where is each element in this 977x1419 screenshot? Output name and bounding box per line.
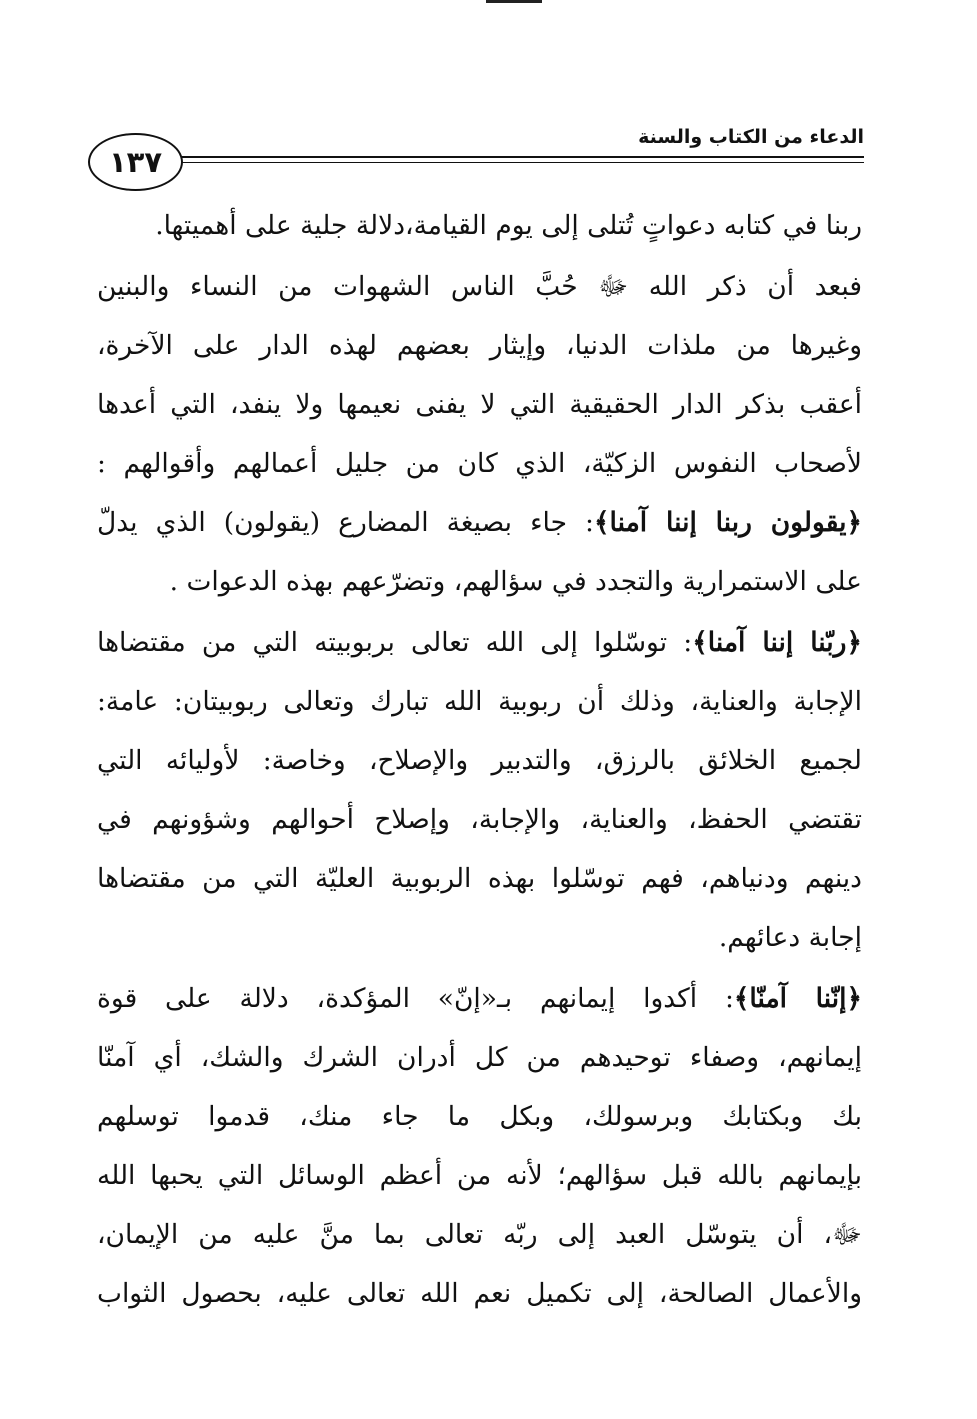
line-text: لجميع الخلائق بالرزق، والتدبير والإصلاح، وخاصة: لأوليائه التي (97, 745, 862, 776)
text-line (97, 1028, 862, 1087)
line-text: : أكدوا إيمانهم بـ«إنّ» المؤكدة، دلالة على قوة (97, 983, 734, 1014)
line-text: والأعمال الصالحة، إلى تكميل نعم الله تعالى عليه، بحصول الثواب (97, 1278, 862, 1309)
page-number-oval (88, 133, 183, 191)
text-line (97, 1146, 862, 1205)
line-text: لأصحاب النفوس الزكيّة، الذي كان من جليل أعمالهم وأقوالهم : (97, 448, 862, 479)
line-text: وغيرها من ملذات الدنيا، وإيثار بعضهم لهذه الدار على الآخرة، (97, 330, 862, 361)
line-text: بك وبكتابك وبرسولك، وبكل ما جاء منك، قدموا توسلهم (97, 1101, 862, 1132)
line-text: إجابة دعائهم. (718, 922, 862, 953)
line-text: على الاستمرارية والتجدد في سؤالهم، وتضرّعهم بهذه الدعوات . (169, 566, 862, 597)
top-edge-mark (486, 0, 542, 3)
line-text: : جاء بصيغة المضارع (يقولون) الذي يدلّ (97, 507, 594, 538)
line-text: ﷻ، أن يتوسّل العبد إلى ربّه تعالى بما منَّ عليه من الإيمان، (97, 1219, 862, 1250)
line-text: فبعد أن ذكر الله ﷻ حُبَّ الناس الشهوات من النساء والبنين (97, 271, 862, 302)
text-line (97, 1087, 862, 1146)
header-rule (182, 156, 864, 158)
line-text: تقتضي الحفظ، والعناية، والإجابة، وإصلاح أحوالهم وشؤونهم في (97, 804, 862, 835)
page-number: ١٣٧ (108, 145, 163, 179)
line-text: الإجابة والعناية، وذلك أن ربوبية الله تبارك وتعالى ربوبيتان: عامة: (97, 686, 862, 717)
text-line (97, 908, 862, 967)
running-title: الدعاء من الكتاب والسنة (638, 126, 864, 148)
verse-quote: ﴿ربّنا إننا آمنا﴾ (692, 627, 862, 658)
text-line (97, 552, 862, 611)
text-line (97, 672, 862, 731)
text-line (97, 1205, 862, 1264)
line-text: إيمانهم، وصفاء توحيدهم من كل أدران الشرك والشك، أي آمنّا (97, 1042, 862, 1073)
running-header (88, 126, 864, 196)
body-text (97, 196, 862, 1323)
text-line (97, 1264, 862, 1323)
text-line (97, 790, 862, 849)
text-line (97, 257, 862, 316)
text-line (97, 434, 862, 493)
text-line (97, 969, 862, 1028)
text-line (97, 849, 862, 908)
line-text: دينهم ودنياهم، فهم توسّلوا بهذه الربوبية العليّة التي من مقتضاها (97, 863, 862, 894)
text-line (97, 731, 862, 790)
text-line (97, 375, 862, 434)
line-text: : توسّلوا إلى الله تعالى بربوبيته التي من مقتضاها (97, 627, 693, 658)
line-text: ربنا في كتابه دعواتٍ تُتلى إلى يوم القيامة،دلالة جلية على أهميتها. (155, 210, 862, 241)
verse-quote: ﴿يقولون ربنا إننا آمنا﴾ (593, 507, 862, 538)
text-line (97, 316, 862, 375)
text-line (97, 493, 862, 552)
text-line (97, 613, 862, 672)
verse-quote: ﴿إنّنا آمنّا﴾ (733, 983, 862, 1014)
line-text: بإيمانهم بالله قبل سؤالهم؛ لأنه من أعظم الوسائل التي يحبها الله (97, 1160, 862, 1191)
header-rule-thin (182, 162, 864, 163)
line-text: أعقب بذكر الدار الحقيقية التي لا يفنى نعيمها ولا ينفد، التي أعدها (97, 389, 862, 420)
text-line (97, 196, 862, 255)
